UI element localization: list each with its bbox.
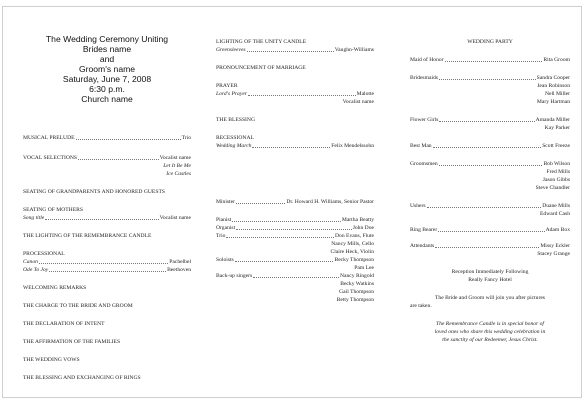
dot-leader bbox=[248, 94, 356, 96]
ushers-value: Duane Mills bbox=[542, 203, 570, 209]
dot-leader bbox=[435, 246, 539, 248]
dot-leader bbox=[433, 146, 542, 148]
attendant: Stacey Grange bbox=[537, 251, 570, 257]
musical-prelude-row bbox=[23, 135, 191, 142]
ushers-row bbox=[410, 203, 570, 210]
backup-singer: Becky Watkins bbox=[340, 281, 374, 287]
reception-venue: Really Fancy Hotel bbox=[468, 277, 512, 283]
dot-leader bbox=[49, 270, 166, 272]
ode-to-joy-value: Beethoven bbox=[167, 267, 191, 273]
ring-bearer-row bbox=[410, 227, 570, 234]
dot-leader bbox=[226, 236, 334, 238]
seating-mothers: SEATING OF MOTHERS bbox=[23, 207, 83, 213]
wedding-vows: THE WEDDING VOWS bbox=[23, 357, 80, 363]
vocal-selections-row bbox=[23, 155, 191, 162]
song-title-value: Vocalist name bbox=[159, 215, 191, 221]
wedding-party-title: WEDDING PARTY bbox=[467, 39, 513, 45]
vocal-selections-value: Vocalist name bbox=[159, 155, 191, 161]
processional: PROCESSIONAL bbox=[23, 251, 65, 257]
dot-leader bbox=[439, 78, 536, 80]
ceremony-title: The Wedding Ceremony Uniting bbox=[45, 34, 169, 44]
wedding-march-label: Wedding March bbox=[216, 143, 252, 149]
reception-note: Reception Immediately Following bbox=[451, 269, 529, 275]
wedding-march-row bbox=[216, 143, 374, 150]
dot-leader bbox=[232, 220, 341, 222]
trio-member: Claire Heck, Violin bbox=[330, 249, 374, 255]
dot-leader bbox=[253, 276, 339, 278]
groomsmen-row bbox=[410, 161, 570, 168]
song-let-it-be-me: Let It Be Me bbox=[163, 163, 191, 169]
trio-label: Trio bbox=[216, 233, 226, 239]
remembrance-candle: THE LIGHTING OF THE REMEMBRANCE CANDLE bbox=[23, 233, 152, 239]
attendants-value: Missy Eckler bbox=[540, 243, 570, 249]
maid-of-honor-row bbox=[410, 57, 570, 64]
prayer-vocalist: Vocalist name bbox=[342, 99, 374, 105]
vocal-selections-label: VOCAL SELECTIONS bbox=[23, 155, 78, 161]
bridesmaids-value: Sandra Cooper bbox=[536, 75, 570, 81]
ushers-label: Ushers bbox=[410, 203, 426, 209]
groomsman: Fred Mills bbox=[546, 169, 570, 175]
song-title-row bbox=[23, 215, 191, 222]
dot-leader bbox=[438, 230, 544, 232]
ring-bearer-label: Ring Bearer bbox=[410, 227, 438, 233]
recessional: RECESSIONAL bbox=[216, 135, 254, 141]
affirmation-of-families: THE AFFIRMATION OF THE FAMILIES bbox=[23, 339, 121, 345]
soloists-value: Becky Thompson bbox=[334, 257, 374, 263]
bridesmaid: Mary Hartman bbox=[536, 99, 570, 105]
flower-girls-value: Amanda Miller bbox=[535, 117, 570, 123]
dot-leader bbox=[439, 120, 534, 122]
bridesmaid: Jean Robinson bbox=[537, 83, 570, 89]
trio-row bbox=[216, 233, 374, 240]
seating-grandparents: SEATING OF GRANDPARENTS AND HONORED GUESTS bbox=[23, 189, 165, 195]
backup-singers-row bbox=[216, 273, 374, 280]
photos-note: The Bride and Groom will join you after pictures bbox=[435, 295, 545, 301]
and-text: and bbox=[99, 54, 115, 64]
bridesmaid: Nell Miller bbox=[544, 91, 570, 97]
groomsmen-label: Groomsmen bbox=[410, 161, 438, 167]
program-column-right bbox=[410, 7, 570, 397]
attendants-label: Attendants bbox=[410, 243, 435, 249]
memorial-note: the sanctity of our Redeemer, Jesus Christ. bbox=[442, 337, 538, 343]
lords-prayer-row bbox=[216, 91, 374, 98]
song-ice-castles: Ice Castles bbox=[166, 171, 191, 177]
trio-value: Don Evans, Flute bbox=[335, 233, 374, 239]
best-man-value: Scott Freeze bbox=[542, 143, 570, 149]
ode-to-joy-row bbox=[23, 267, 191, 274]
trio-member: Nancy Mills, Cello bbox=[331, 241, 374, 247]
greensleeves-value: Vaughn-Williams bbox=[334, 47, 374, 53]
ring-bearer-value: Adam Box bbox=[545, 227, 570, 233]
musical-prelude-label: MUSICAL PRELUDE bbox=[23, 135, 75, 141]
photos-note-cont: are taken. bbox=[410, 303, 432, 309]
dot-leader bbox=[247, 50, 334, 52]
canon-value: Pachelbel bbox=[169, 259, 191, 265]
canon-row bbox=[23, 259, 191, 266]
organist-row bbox=[216, 225, 374, 232]
charge-to-couple: THE CHARGE TO THE BRIDE AND GROOM bbox=[23, 303, 133, 309]
groomsman: Steve Chandler bbox=[535, 185, 570, 191]
groomsman: Jason Gibbs bbox=[542, 177, 570, 183]
dot-leader bbox=[76, 138, 181, 140]
lords-prayer-label: Lord's Prayer bbox=[216, 91, 247, 97]
dot-leader bbox=[45, 218, 158, 220]
dot-leader bbox=[427, 206, 542, 208]
declaration-of-intent: THE DECLARATION OF INTENT bbox=[23, 321, 105, 327]
dot-leader bbox=[39, 262, 168, 264]
the-blessing: THE BLESSING bbox=[216, 117, 256, 123]
organist-label: Organist bbox=[216, 225, 236, 231]
wedding-march-value: Felix Mendelssohn bbox=[331, 143, 374, 149]
dot-leader bbox=[439, 164, 543, 166]
unity-candle: LIGHTING OF THE UNITY CANDLE bbox=[216, 39, 307, 45]
lords-prayer-value: Malotte bbox=[356, 91, 374, 97]
dot-leader bbox=[445, 60, 543, 62]
flower-girls-label: Flower Girls bbox=[410, 117, 439, 123]
minister-label: Minister bbox=[216, 199, 235, 205]
dot-leader bbox=[235, 260, 334, 262]
church-name: Church name bbox=[81, 94, 133, 104]
bride-name: Brides name bbox=[82, 44, 132, 54]
groomsmen-value: Bob Wilson bbox=[543, 161, 570, 167]
backup-singer: Betty Thompson bbox=[336, 297, 374, 303]
dot-leader bbox=[78, 158, 159, 160]
pronouncement: PRONOUNCEMENT OF MARRIAGE bbox=[216, 65, 306, 71]
ceremony-time: 6:30 p.m. bbox=[89, 84, 125, 94]
musical-prelude-value: Trio bbox=[181, 135, 191, 141]
backup-singers-value: Nancy Ringold bbox=[339, 273, 374, 279]
maid-of-honor-label: Maid of Honor bbox=[410, 57, 444, 63]
groom-name: Groom's name bbox=[78, 64, 136, 74]
backup-singer: Gail Thompson bbox=[339, 289, 374, 295]
song-title-label: Song title bbox=[23, 215, 45, 221]
soloists-row bbox=[216, 257, 374, 264]
backup-singers-label: Back-up singers bbox=[216, 273, 253, 279]
soloists-label: Soloists bbox=[216, 257, 234, 263]
best-man-row bbox=[410, 143, 570, 150]
bridesmaids-row bbox=[410, 75, 570, 82]
program-column-left bbox=[23, 7, 191, 397]
flower-girl: Kay Parker bbox=[544, 125, 570, 131]
pianist-value: Martha Beatty bbox=[341, 217, 374, 223]
usher: Edward Cash bbox=[540, 211, 570, 217]
pianist-row bbox=[216, 217, 374, 224]
dot-leader bbox=[252, 146, 330, 148]
welcoming-remarks: WELCOMING REMARKS bbox=[23, 285, 87, 291]
pianist-label: Pianist bbox=[216, 217, 232, 223]
prayer: PRAYER bbox=[216, 83, 238, 89]
memorial-note: The Remembrance Candle is in special honor of bbox=[436, 321, 544, 327]
organist-value: John Doe bbox=[352, 225, 374, 231]
canon-label: Canon bbox=[23, 259, 38, 265]
best-man-label: Best Man bbox=[410, 143, 432, 149]
ceremony-date: Saturday, June 7, 2008 bbox=[62, 74, 152, 84]
attendants-row bbox=[410, 243, 570, 250]
flower-girls-row bbox=[410, 117, 570, 124]
dot-leader bbox=[236, 202, 285, 204]
maid-of-honor-value: Rita Groom bbox=[543, 57, 570, 63]
greensleeves-label: Greensleeves bbox=[216, 47, 246, 53]
exchanging-of-rings: THE BLESSING AND EXCHANGING OF RINGS bbox=[23, 375, 141, 381]
bridesmaids-label: Bridesmaids bbox=[410, 75, 438, 81]
program-column-middle bbox=[216, 7, 374, 397]
ode-to-joy-label: Ode To Joy bbox=[23, 267, 49, 273]
greensleeves-row bbox=[216, 47, 374, 54]
minister-value: Dr. Howard H. Williams, Senior Pastor bbox=[286, 199, 374, 205]
dot-leader bbox=[236, 228, 352, 230]
memorial-note: loved ones who share this wedding celebration in bbox=[434, 329, 546, 335]
soloist: Pam Lee bbox=[354, 265, 374, 271]
minister-row bbox=[216, 199, 374, 206]
program-sheet bbox=[2, 6, 582, 398]
